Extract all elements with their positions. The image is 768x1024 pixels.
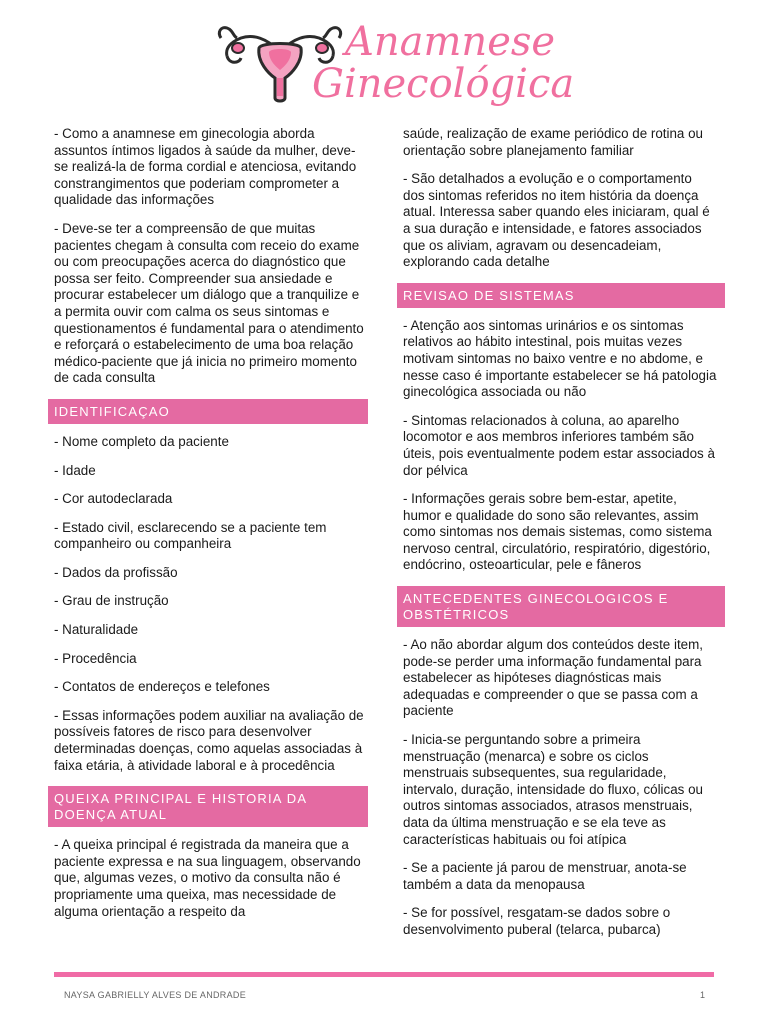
- queixa-paragraph: - A queixa principal é registrada da maneira que a paciente expressa e na sua linguagem, observando que, algumas vezes, o motivo da consulta não é propriamente uma queixa, mas necessidade de alguma orientação a respeito da: [54, 837, 361, 919]
- footer-author: NAYSA GABRIELLY ALVES DE ANDRADE: [64, 990, 247, 1000]
- list-item: - Inicia-se perguntando sobre a primeira menstruação (menarca) e sobre os ciclos menstruais subsequentes, sua regularidade, intervalo, duração, intensidade do fluxo, cólicas ou outros sintomas associados, atrasos menstruais, data da última menstruação e se ela teve as características habituais ou foi atípica: [403, 732, 703, 847]
- list-item: - Contatos de endereços e telefones: [54, 679, 270, 695]
- intro-paragraph-1: - Como a anamnese em ginecologia aborda assuntos íntimos ligados à saúde da mulher, deve-se realizá-la de forma cordial e atenciosa, evitando constrangimentos que poderiam comprometer a qualidade das informações: [54, 126, 357, 208]
- section-header-queixa-principal: QUEIXA PRINCIPAL E HISTORIA DA DOENÇA ATUAL: [48, 786, 368, 827]
- section-header-revisao-sistemas: REVISAO DE SISTEMAS: [397, 283, 725, 308]
- list-item: - Essas informações podem auxiliar na avaliação de possíveis fatores de risco para desenvolver determinadas doenças, como aquelas associadas à faixa etária, à atividade laboral e à procedência: [54, 707, 364, 773]
- footer-divider: [54, 972, 714, 977]
- list-item: - Cor autodeclarada: [54, 491, 173, 507]
- left-column: [54, 126, 368, 932]
- list-item: - Idade: [54, 462, 96, 478]
- list-item: - Atenção aos sintomas urinários e os sintomas relativos ao hábito intestinal, pois muitas vezes motivam sintomas no baixo ventre e no abdome, e nesse caso é importante estabelecer se há patologia ginecológica associada ou não: [403, 317, 717, 400]
- list-item: - Nome completo da paciente: [54, 433, 229, 449]
- list-item: - Dados da profissão: [54, 564, 178, 580]
- list-item: - Naturalidade: [54, 622, 139, 638]
- list-item: - Estado civil, esclarecendo se a paciente tem companheiro ou companheira: [54, 519, 327, 552]
- list-item: - Ao não abordar algum dos conteúdos deste item, pode-se perder uma informação fundamental para estabelecer as hipóteses diagnósticas mais adequadas e compreender o que se passa com a paciente: [403, 637, 703, 719]
- list-item: - Grau de instrução: [54, 593, 169, 609]
- right-column: [403, 126, 717, 951]
- list-item: - Informações gerais sobre bem-estar, apetite, humor e qualidade do sono são relevantes, assim como sintomas nos demais sistemas, como sistema nervoso central, circulatório, respiratório, digestório, endócrino, osteoarticular, pele e fâneros: [403, 491, 712, 573]
- list-item: - Se a paciente já parou de menstruar, anota-se também a data da menopausa: [403, 860, 687, 892]
- list-item: - Procedência: [54, 650, 137, 666]
- hda-paragraph: - São detalhados a evolução e o comportamento dos sintomas referidos no item história da doença atual. Interessa saber quando eles iniciaram, qual é a sua duração e intensidade, e fatores associados que os aliviam, agravam ou desencadeiam, explorando cada detalhe: [403, 171, 710, 270]
- page-header: [0, 0, 768, 120]
- continuation-paragraph: saúde, realização de exame periódico de rotina ou orientação sobre planejamento familiar: [403, 126, 703, 158]
- section-header-identificacao: IDENTIFICAÇAO: [48, 399, 368, 424]
- intro-paragraph-2: - Deve-se ter a compreensão de que muitas pacientes chegam à consulta com receio do exame ou com preocupações acerca do diagnóstico que possa ser feito. Compreender sua ansiedade e procurar estabelecer um diálogo que a tranquilize e a permita ouvir com calma os seus sintomas e questionamentos é fundamental para o atendimento e reforçará o estabelecimento de uma boa relação médico-paciente que já inicia no primeiro momento de cada consulta: [54, 220, 364, 386]
- section-header-antecedentes: ANTECEDENTES GINECOLOGICOS E OBSTÉTRICOS: [397, 586, 725, 627]
- title-line-1: Anamnese: [345, 19, 556, 65]
- title-line-2: Ginecológica: [312, 61, 575, 107]
- page-number: 1: [700, 990, 706, 1000]
- list-item: - Sintomas relacionados à coluna, ao aparelho locomotor e aos membros inferiores também são úteis, pois eventualmente podem estar associados à dor pélvica: [403, 412, 715, 478]
- list-item: - Se for possível, resgatam-se dados sobre o desenvolvimento puberal (telarca, pubarca): [403, 905, 671, 937]
